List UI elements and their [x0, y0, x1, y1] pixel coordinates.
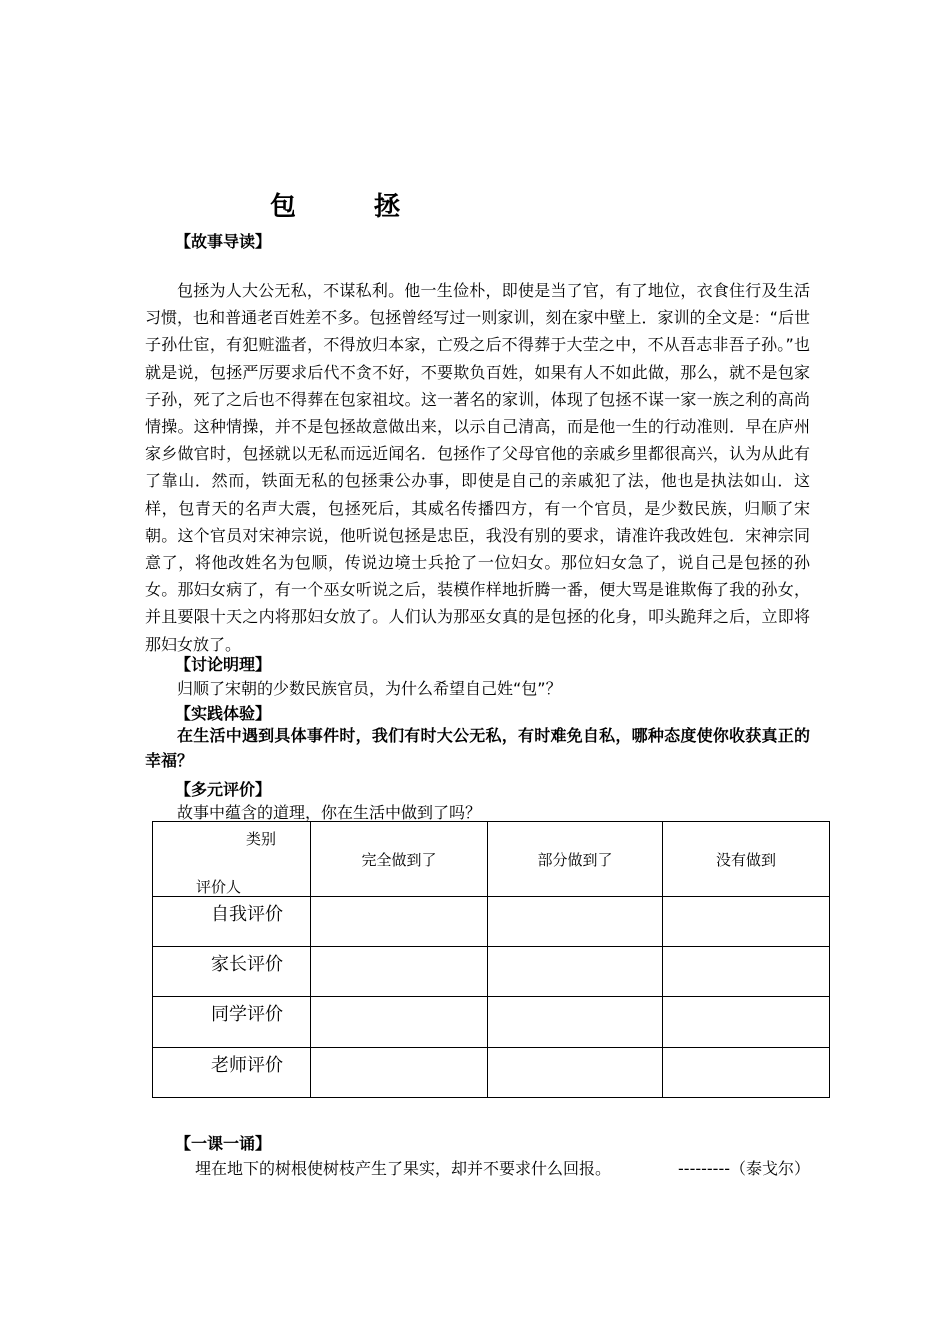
column-header: 完全做到了: [311, 822, 488, 897]
practice-question: 在生活中遇到具体事件时，我们有时大公无私，有时难免自私，哪种态度使你收获真正的幸福？: [145, 726, 810, 770]
intro-heading: 【故事导读】: [175, 232, 272, 251]
eval-cell[interactable]: [488, 897, 663, 947]
practice-heading: 【实践体验】: [175, 704, 272, 723]
table-row: [153, 947, 830, 997]
quote-text: 埋在地下的树根使树枝产生了果实，却并不要求什么回报。: [195, 1159, 612, 1178]
corner-evaluator-label: 评价人: [196, 878, 242, 896]
row-label: 同学评价: [153, 997, 311, 1048]
table-row: [153, 897, 830, 947]
eval-cell[interactable]: [311, 997, 488, 1048]
quote-author: ---------（泰戈尔）: [678, 1159, 810, 1178]
eval-cell[interactable]: [311, 1048, 488, 1098]
eval-prompt: 故事中蕴含的道理，你在生活中做到了吗？: [177, 803, 482, 822]
evaluation-table: [152, 821, 830, 1098]
eval-cell[interactable]: [311, 897, 488, 947]
row-label: 老师评价: [153, 1048, 311, 1098]
page-title: 包 拯: [270, 192, 427, 222]
eval-cell[interactable]: [311, 947, 488, 997]
column-header: 没有做到: [663, 822, 830, 897]
table-corner-cell: [153, 822, 311, 897]
corner-category-label: 类别: [246, 830, 277, 848]
eval-cell[interactable]: [663, 897, 830, 947]
eval-cell[interactable]: [488, 997, 663, 1048]
eval-heading: 【多元评价】: [175, 780, 272, 799]
column-header: 部分做到了: [488, 822, 663, 897]
eval-cell[interactable]: [663, 997, 830, 1048]
eval-cell[interactable]: [488, 947, 663, 997]
table-row: [153, 997, 830, 1048]
row-label: 自我评价: [153, 897, 311, 947]
recite-quote: [145, 1156, 810, 1182]
eval-cell[interactable]: [488, 1048, 663, 1098]
discuss-question: 归顺了宋朝的少数民族官员，为什么希望自己姓“包”？: [177, 679, 562, 698]
row-label: 家长评价: [153, 947, 311, 997]
table-row: [153, 1048, 830, 1098]
story-paragraph: 包拯为人大公无私，不谋私利。他一生俭朴，即使是当了官，有了地位，衣食住行及生活习惯，也和普通老百姓差不多。包拯曾经写过一则家训，刻在家中壁上．家训的全文是：“后世子孙仕宦，有犯赃滥者，不得放归本家，亡殁之后不得葬于大茔之中，不从吾志非吾子孙。”也就是说，包拯严厉要求后代不贪不好，不要欺负百姓，如果有人不如此做，那么，就不是包家子孙，死了之后也不得葬在包家祖坟。这一著名的家训，体现了包拯不谋一家一族之利的高尚情操。这种情操，并不是包拯故意做出来，以示自己清高，而是他一生的行动准则．早在庐州家乡做官时，包拯就以无私而远近闻名．包拯作了父母官他的亲戚乡里都很高兴，认为从此有了靠山．然而，铁面无私的包拯秉公办事，即使是自己的亲戚犯了法，他也是执法如山．这样，包青天的名声大震，包拯死后，其威名传播四方，有一个官员，是少数民族，归顺了宋朝。这个官员对宋神宗说，他听说包拯是忠臣，我没有别的要求，请准许我改姓包．宋神宗同意了，将他改姓名为包顺，传说边境士兵抢了一位妇女。那位妇女急了，说自己是包拯的孙女。那妇女病了，有一个巫女听说之后，装模作样地折腾一番，便大骂是谁欺侮了我的孙女，并且要限十天之内将那妇女放了。人们认为那巫女真的是包拯的化身，叩头跪拜之后，立即将那妇女放了。: [145, 281, 810, 654]
recite-heading: 【一课一诵】: [175, 1134, 272, 1153]
discuss-heading: 【讨论明理】: [175, 655, 272, 674]
eval-cell[interactable]: [663, 1048, 830, 1098]
eval-cell[interactable]: [663, 947, 830, 997]
